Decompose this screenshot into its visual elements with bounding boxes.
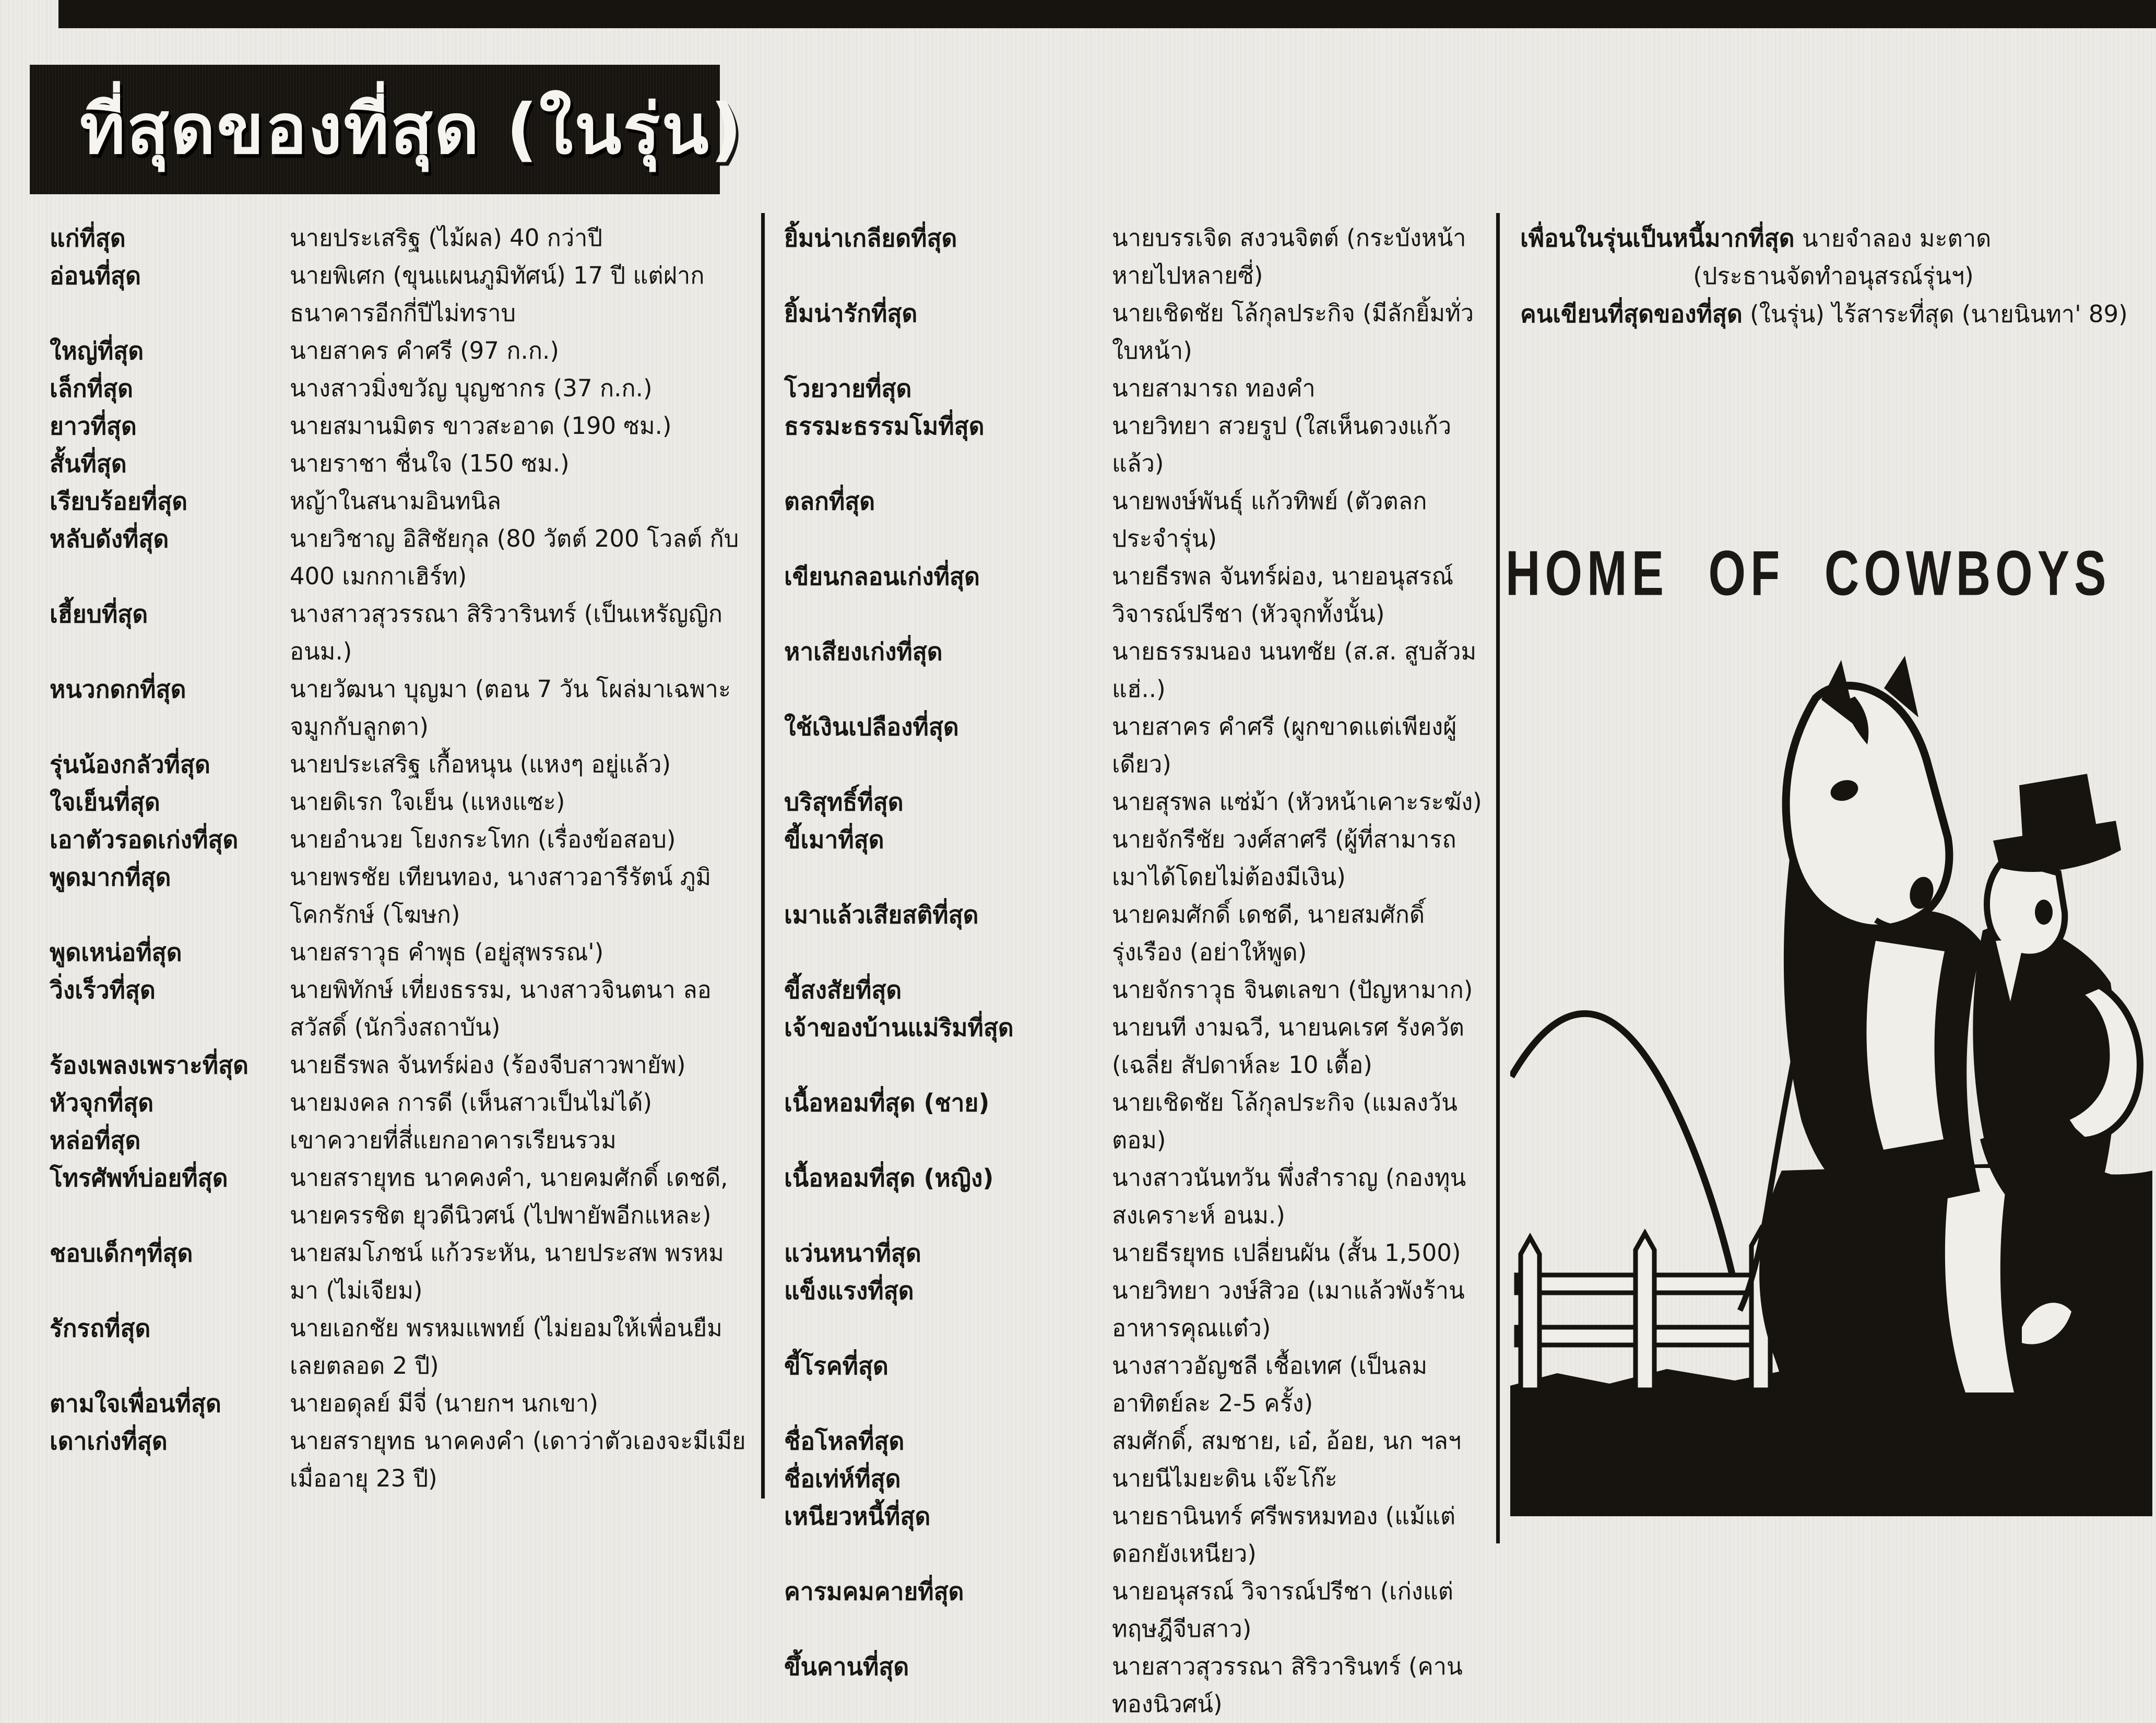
superlative-entry bbox=[784, 1009, 1484, 1084]
superlative-label: หาเสียงเก่งที่สุด bbox=[784, 638, 943, 666]
superlative-entry bbox=[784, 1573, 1484, 1648]
superlative-value: นายพงษ์พันธุ์ แก้วทิพย์ (ตัวตลกประจำรุ่น) bbox=[1112, 487, 1427, 552]
superlative-entry bbox=[50, 670, 749, 746]
superlative-entry bbox=[50, 370, 749, 407]
superlative-label: แก่ที่สุด bbox=[50, 224, 126, 252]
superlative-value: นายธรรมนอง นนทชัย (ส.ส. สูบส้วม แฮ่..) bbox=[1112, 638, 1477, 703]
superlative-label: หล่อที่สุด bbox=[50, 1126, 141, 1154]
superlative-value: นายราชา ชื่นใจ (150 ซม.) bbox=[290, 450, 570, 477]
superlative-label: หนวกดกที่สุด bbox=[50, 675, 186, 703]
superlative-value: นายสาคร คำศรี (97 ก.ก.) bbox=[290, 337, 559, 364]
superlative-label: ขี้สงสัยที่สุด bbox=[784, 976, 902, 1004]
superlative-label: พูดมากที่สุด bbox=[50, 863, 171, 891]
superlative-value: นายพิทักษ์ เที่ยงธรรม, นางสาวจินตนา ลอสวัสดิ์ (นักวิ่งสถาบัน) bbox=[290, 976, 712, 1041]
superlative-label: เรียบร้อยที่สุด bbox=[50, 487, 188, 515]
superlative-entry bbox=[784, 407, 1484, 482]
superlative-label: รักรถที่สุด bbox=[50, 1314, 151, 1342]
superlative-entry bbox=[784, 1347, 1484, 1422]
horse-chest-patch bbox=[1866, 941, 1945, 1150]
superlative-entry bbox=[50, 1385, 749, 1422]
home-of-cowboys-title: HOME OF COWBOYS bbox=[1506, 538, 2111, 609]
superlative-entry bbox=[1520, 219, 2147, 257]
superlative-entry bbox=[784, 558, 1484, 633]
entry-list-1 bbox=[50, 219, 749, 1497]
top-edge-bar bbox=[58, 0, 2156, 28]
superlative-value: นายธานินทร์ ศรีพรหมทอง (แม้แต่ดอกยังเหนียว) bbox=[1112, 1502, 1456, 1567]
superlative-value: นายมงคล การดี (เห็นสาวเป็นไม่ได้) bbox=[290, 1089, 653, 1116]
superlative-value: นายสาวสุวรรณา สิริวารินทร์ (คานทองนิวศน์) bbox=[1112, 1653, 1463, 1718]
superlative-label: เพื่อนในรุ่นเป็นหนี้มากที่สุด bbox=[1520, 224, 1795, 252]
superlative-entry bbox=[50, 971, 749, 1046]
superlative-value: นายสามารถ ทองคำ bbox=[1112, 374, 1316, 402]
superlative-label: เมาแล้วเสียสติที่สุด bbox=[784, 901, 979, 929]
superlative-entry bbox=[50, 1084, 749, 1122]
superlative-label: เนื้อหอมที่สุด (ชาย) bbox=[784, 1089, 990, 1117]
superlative-label: สั้นที่สุด bbox=[50, 450, 127, 478]
superlative-label: โทรศัพท์บ่อยที่สุด bbox=[50, 1164, 228, 1192]
superlative-entry bbox=[50, 783, 749, 821]
superlative-value: นายวิชาญ อิสิชัยกุล (80 วัตต์ 200 โวลต์ กับ 400 เมกกาเฮิร์ท) bbox=[290, 525, 739, 590]
superlative-label: ชื่อโหลที่สุด bbox=[784, 1427, 905, 1455]
superlative-label: เฮี้ยบที่สุด bbox=[50, 600, 148, 628]
superlative-label: ขึ้นคานที่สุด bbox=[784, 1653, 909, 1681]
superlative-value: นายวิทยา สวยรูป (ใสเห็นดวงแก้วแล้ว) bbox=[1112, 412, 1452, 477]
superlatives-column-3 bbox=[1520, 219, 2147, 333]
superlative-value: นายจักราวุธ จินตเลขา (ปัญหามาก) bbox=[1112, 976, 1473, 1004]
superlative-label: รุ่นน้องกลัวที่สุด bbox=[50, 750, 210, 778]
superlative-label: แข็งแรงที่สุด bbox=[784, 1277, 914, 1305]
superlative-label: ชอบเด็กๆที่สุด bbox=[50, 1239, 193, 1267]
superlative-value: นางสาวสุวรรณา สิริวารินทร์ (เป็นเหรัญญิก อนม.) bbox=[290, 600, 723, 665]
superlative-entry bbox=[784, 708, 1484, 783]
superlative-entry bbox=[50, 595, 749, 670]
superlative-entry bbox=[50, 482, 749, 520]
superlative-value: นายอนุสรณ์ วิจารณ์ปรีชา (เก่งแต่ทฤษฎีจีบสาว) bbox=[1112, 1577, 1453, 1643]
superlative-entry bbox=[784, 896, 1484, 971]
cowboy-ear bbox=[2035, 900, 2053, 925]
superlative-label: ขี้โรคที่สุด bbox=[784, 1352, 889, 1380]
superlative-entry bbox=[784, 633, 1484, 708]
superlative-label: เจ้าของบ้านแม่ริมที่สุด bbox=[784, 1013, 1014, 1042]
superlative-entry bbox=[50, 257, 749, 332]
entry-list-2 bbox=[784, 219, 1484, 1723]
cowboy-rider bbox=[1973, 774, 2152, 1244]
superlative-label: คนเขียนที่สุดของที่สุด bbox=[1520, 300, 1743, 328]
superlative-entry bbox=[784, 294, 1484, 370]
superlative-label: ธรรมะธรรมโมที่สุด bbox=[784, 412, 985, 440]
superlative-entry bbox=[50, 1159, 749, 1234]
superlative-entry bbox=[50, 407, 749, 445]
superlative-label: ยิ้มน่าเกลียดที่สุด bbox=[784, 224, 957, 252]
superlative-value: นายวิทยา วงษ์สิวอ (เมาแล้วพังร้านอาหารคุณแต๋ว) bbox=[1112, 1277, 1465, 1342]
superlative-entry bbox=[50, 219, 749, 257]
superlative-entry bbox=[784, 821, 1484, 896]
superlative-value: นายพรชัย เทียนทอง, นางสาวอารีรัตน์ ภูมิโคกรักษ์ (โฆษก) bbox=[290, 863, 712, 928]
superlative-value: นายสมานมิตร ขาวสะอาด (190 ซม.) bbox=[290, 412, 672, 440]
superlative-entry bbox=[50, 1234, 749, 1309]
superlative-value: หญ้าในสนามอินทนิล bbox=[290, 487, 501, 515]
superlative-label: ใจเย็นที่สุด bbox=[50, 788, 160, 816]
superlative-value: นายอำนวย โยงกระโทก (เรื่องข้อสอบ) bbox=[290, 825, 676, 853]
superlatives-column-2 bbox=[784, 219, 1484, 1723]
superlative-value: นายวัฒนา บุญมา (ตอน 7 วัน โผล่มาเฉพาะจมูกกับลูกตา) bbox=[290, 675, 731, 740]
superlative-label: บริสุทธิ์ที่สุด bbox=[784, 788, 904, 816]
superlative-label: พูดเหน่อที่สุด bbox=[50, 938, 182, 966]
superlative-value: นายดิเรก ใจเย็น (แหงแซะ) bbox=[290, 788, 565, 816]
superlative-value: นายจำลอง มะตาด bbox=[1802, 225, 1992, 252]
superlative-value: เขาควายที่สี่แยกอาคารเรียนรวม bbox=[290, 1126, 617, 1154]
superlative-entry bbox=[784, 1497, 1484, 1573]
superlative-label: เหนียวหนี้ที่สุด bbox=[784, 1502, 931, 1530]
superlative-entry bbox=[784, 783, 1484, 821]
page-title-banner bbox=[30, 65, 743, 194]
superlative-label: ตามใจเพื่อนที่สุด bbox=[50, 1389, 221, 1418]
superlative-entry bbox=[784, 1234, 1484, 1272]
superlative-entry bbox=[50, 1422, 749, 1497]
column-divider-1 bbox=[761, 213, 765, 1498]
superlative-entry bbox=[50, 821, 749, 858]
superlative-label: เอาตัวรอดเก่งที่สุด bbox=[50, 825, 239, 854]
superlative-entry bbox=[50, 520, 749, 595]
superlative-value: นายธีรยุทธ เปลี่ยนผัน (สั้น 1,500) bbox=[1112, 1239, 1461, 1267]
superlative-value: สมศักดิ์, สมชาย, เอ๋, อ้อย, นก ฯลฯ bbox=[1112, 1427, 1462, 1455]
superlative-label: หัวจุกที่สุด bbox=[50, 1089, 154, 1117]
superlative-label: ยาวที่สุด bbox=[50, 412, 137, 440]
superlative-label: ใช้เงินเปลืองที่สุด bbox=[784, 713, 959, 741]
superlative-label: วิ่งเร็วที่สุด bbox=[50, 976, 156, 1004]
superlative-value: นายพิเศก (ขุนแผนภูมิทัศน์) 17 ปี แต่ฝากธนาคารอีกกี่ปีไม่ทราบ bbox=[290, 262, 705, 327]
superlative-label: แว่นหนาที่สุด bbox=[784, 1239, 921, 1267]
superlative-label: ยิ้มน่ารักที่สุด bbox=[784, 299, 918, 327]
superlative-entry bbox=[784, 1648, 1484, 1723]
superlative-value: นายคมศักดิ์ เดชดี, นายสมศักดิ์ รุ่งเรือง (อย่าให้พูด) bbox=[1112, 901, 1425, 966]
superlative-entry bbox=[784, 482, 1484, 558]
superlative-entry bbox=[50, 1309, 749, 1385]
superlative-entry bbox=[784, 971, 1484, 1009]
superlative-label: หลับดังที่สุด bbox=[50, 525, 169, 553]
superlative-label: ขี้เมาที่สุด bbox=[784, 825, 884, 854]
superlative-label: อ่อนที่สุด bbox=[50, 262, 141, 290]
superlative-entry bbox=[50, 1122, 749, 1159]
superlative-entry bbox=[784, 1084, 1484, 1159]
superlative-value: นางสาวนันทวัน พึ่งสำราญ (กองทุนสงเคราะห์ อนม.) bbox=[1112, 1164, 1466, 1229]
superlative-entry bbox=[784, 1272, 1484, 1347]
horse-head bbox=[1786, 656, 1949, 928]
page-title: ที่สุดของที่สุด (ในรุ่น) bbox=[80, 89, 743, 170]
superlative-label: เดาเก่งที่สุด bbox=[50, 1427, 168, 1455]
superlative-entry bbox=[784, 1159, 1484, 1234]
column-divider-2 bbox=[1496, 213, 1500, 1543]
superlative-value: นายนที งามฉวี, นายนคเรศ รังควัต (เฉลี่ย สัปดาห์ละ 10 เตื้อ) bbox=[1112, 1013, 1464, 1079]
superlative-value: นายสรายุทธ นาคคงคำ (เดาว่าตัวเองจะมีเมียเมื่ออายุ 23 ปี) bbox=[290, 1427, 746, 1492]
superlative-value: นายบรรเจิด สงวนจิตต์ (กระบังหน้าหายไปหลายซี่) bbox=[1112, 224, 1466, 289]
superlative-value: นายประเสริฐ (ไม้ผล) 40 กว่าปี bbox=[290, 224, 603, 252]
cowboy-horse-illustration bbox=[1510, 648, 2152, 1545]
superlative-entry bbox=[784, 370, 1484, 407]
superlative-entry bbox=[50, 445, 749, 482]
superlative-value: นายเชิดชัย โล้กุลประกิจ (แมลงวันตอม) bbox=[1112, 1089, 1458, 1154]
superlative-label: ใหญ่ที่สุด bbox=[50, 337, 144, 365]
superlative-value: นางสาวมิ่งขวัญ บุญชากร (37 ก.ก.) bbox=[290, 374, 653, 402]
superlative-value: นายสราวุธ คำพุธ (อยู่สุพรรณ') bbox=[290, 938, 604, 966]
superlative-value: (ในรุ่น) ไร้สาระที่สุด (นายนินทา' 89) bbox=[1750, 300, 2128, 328]
superlative-value: นายสุรพล แซ่ม้า (หัวหน้าเคาะระฆัง) bbox=[1112, 788, 1482, 816]
superlative-label: ร้องเพลงเพราะที่สุด bbox=[50, 1051, 249, 1079]
superlative-label: ตลกที่สุด bbox=[784, 487, 875, 515]
superlative-entry bbox=[50, 746, 749, 783]
superlative-label: ชื่อเท่ห์ที่สุด bbox=[784, 1465, 901, 1493]
superlative-value: นายจักรีชัย วงศ์สาศรี (ผู้ที่สามารถเมาได้โดยไม่ต้องมีเงิน) bbox=[1112, 825, 1456, 891]
superlatives-column-1 bbox=[50, 219, 749, 1497]
superlative-value: นายอดุลย์ มีจี่ (นายกฯ นกเขา) bbox=[290, 1389, 598, 1417]
superlative-value: นายเชิดชัย โล้กุลประกิจ (มีลักยิ้มทั่วใบหน้า) bbox=[1112, 299, 1474, 364]
superlative-value: นายนีไมยะดิน เจ๊ะโก๊ะ bbox=[1112, 1465, 1337, 1492]
superlative-label: เขียนกลอนเก่งที่สุด bbox=[784, 562, 980, 591]
superlative-label: เนื้อหอมที่สุด (หญิง) bbox=[784, 1164, 994, 1192]
superlative-entry bbox=[50, 332, 749, 370]
superlative-entry bbox=[784, 1422, 1484, 1460]
superlative-entry bbox=[784, 1460, 1484, 1497]
superlative-value: นายธีรพล จันทร์ผ่อง, นายอนุสรณ์ วิจารณ์ปรีชา (หัวจุกทั้งนั้น) bbox=[1112, 562, 1454, 628]
superlative-value: นายธีรพล จันทร์ผ่อง (ร้องจีบสาวพายัพ) bbox=[290, 1051, 686, 1079]
superlative-label: คารมคมคายที่สุด bbox=[784, 1577, 964, 1606]
superlative-value: นายประเสริฐ เกื้อหนุน (แหงๆ อยู่แล้ว) bbox=[290, 750, 671, 778]
superlative-value: นายสมโภชน์ แก้วระหัน, นายประสพ พรหมมา (ไม่เจียม) bbox=[290, 1239, 724, 1304]
superlative-label: โวยวายที่สุด bbox=[784, 374, 912, 403]
superlative-entry bbox=[784, 219, 1484, 294]
superlative-entry bbox=[50, 858, 749, 934]
superlative-value: นายสาคร คำศรี (ผูกขาดแต่เพียงผู้เดียว) bbox=[1112, 713, 1457, 778]
superlative-entry bbox=[1520, 295, 2147, 333]
hill-outline-left bbox=[1511, 1013, 1736, 1290]
superlative-label: เล็กที่สุด bbox=[50, 374, 134, 403]
superlative-value: นายเอกชัย พรหมแพทย์ (ไม่ยอมให้เพื่อนยืมเลยตลอด 2 ปี) bbox=[290, 1314, 722, 1379]
superlative-entry bbox=[50, 1046, 749, 1084]
superlative-value: นางสาวอัญชลี เชื้อเทศ (เป็นลมอาทิตย์ละ 2-5 ครั้ง) bbox=[1112, 1352, 1428, 1417]
superlative-value: นายสรายุทธ นาคคงคำ, นายคมศักดิ์ เดชดี, นายครรชิต ยุวดีนิวศน์ (ไปพายัพอีกแหละ) bbox=[290, 1164, 728, 1229]
superlative-entry bbox=[50, 934, 749, 971]
superlative-note: (ประธานจัดทำอนุสรณ์รุ่นฯ) bbox=[1693, 262, 1974, 290]
